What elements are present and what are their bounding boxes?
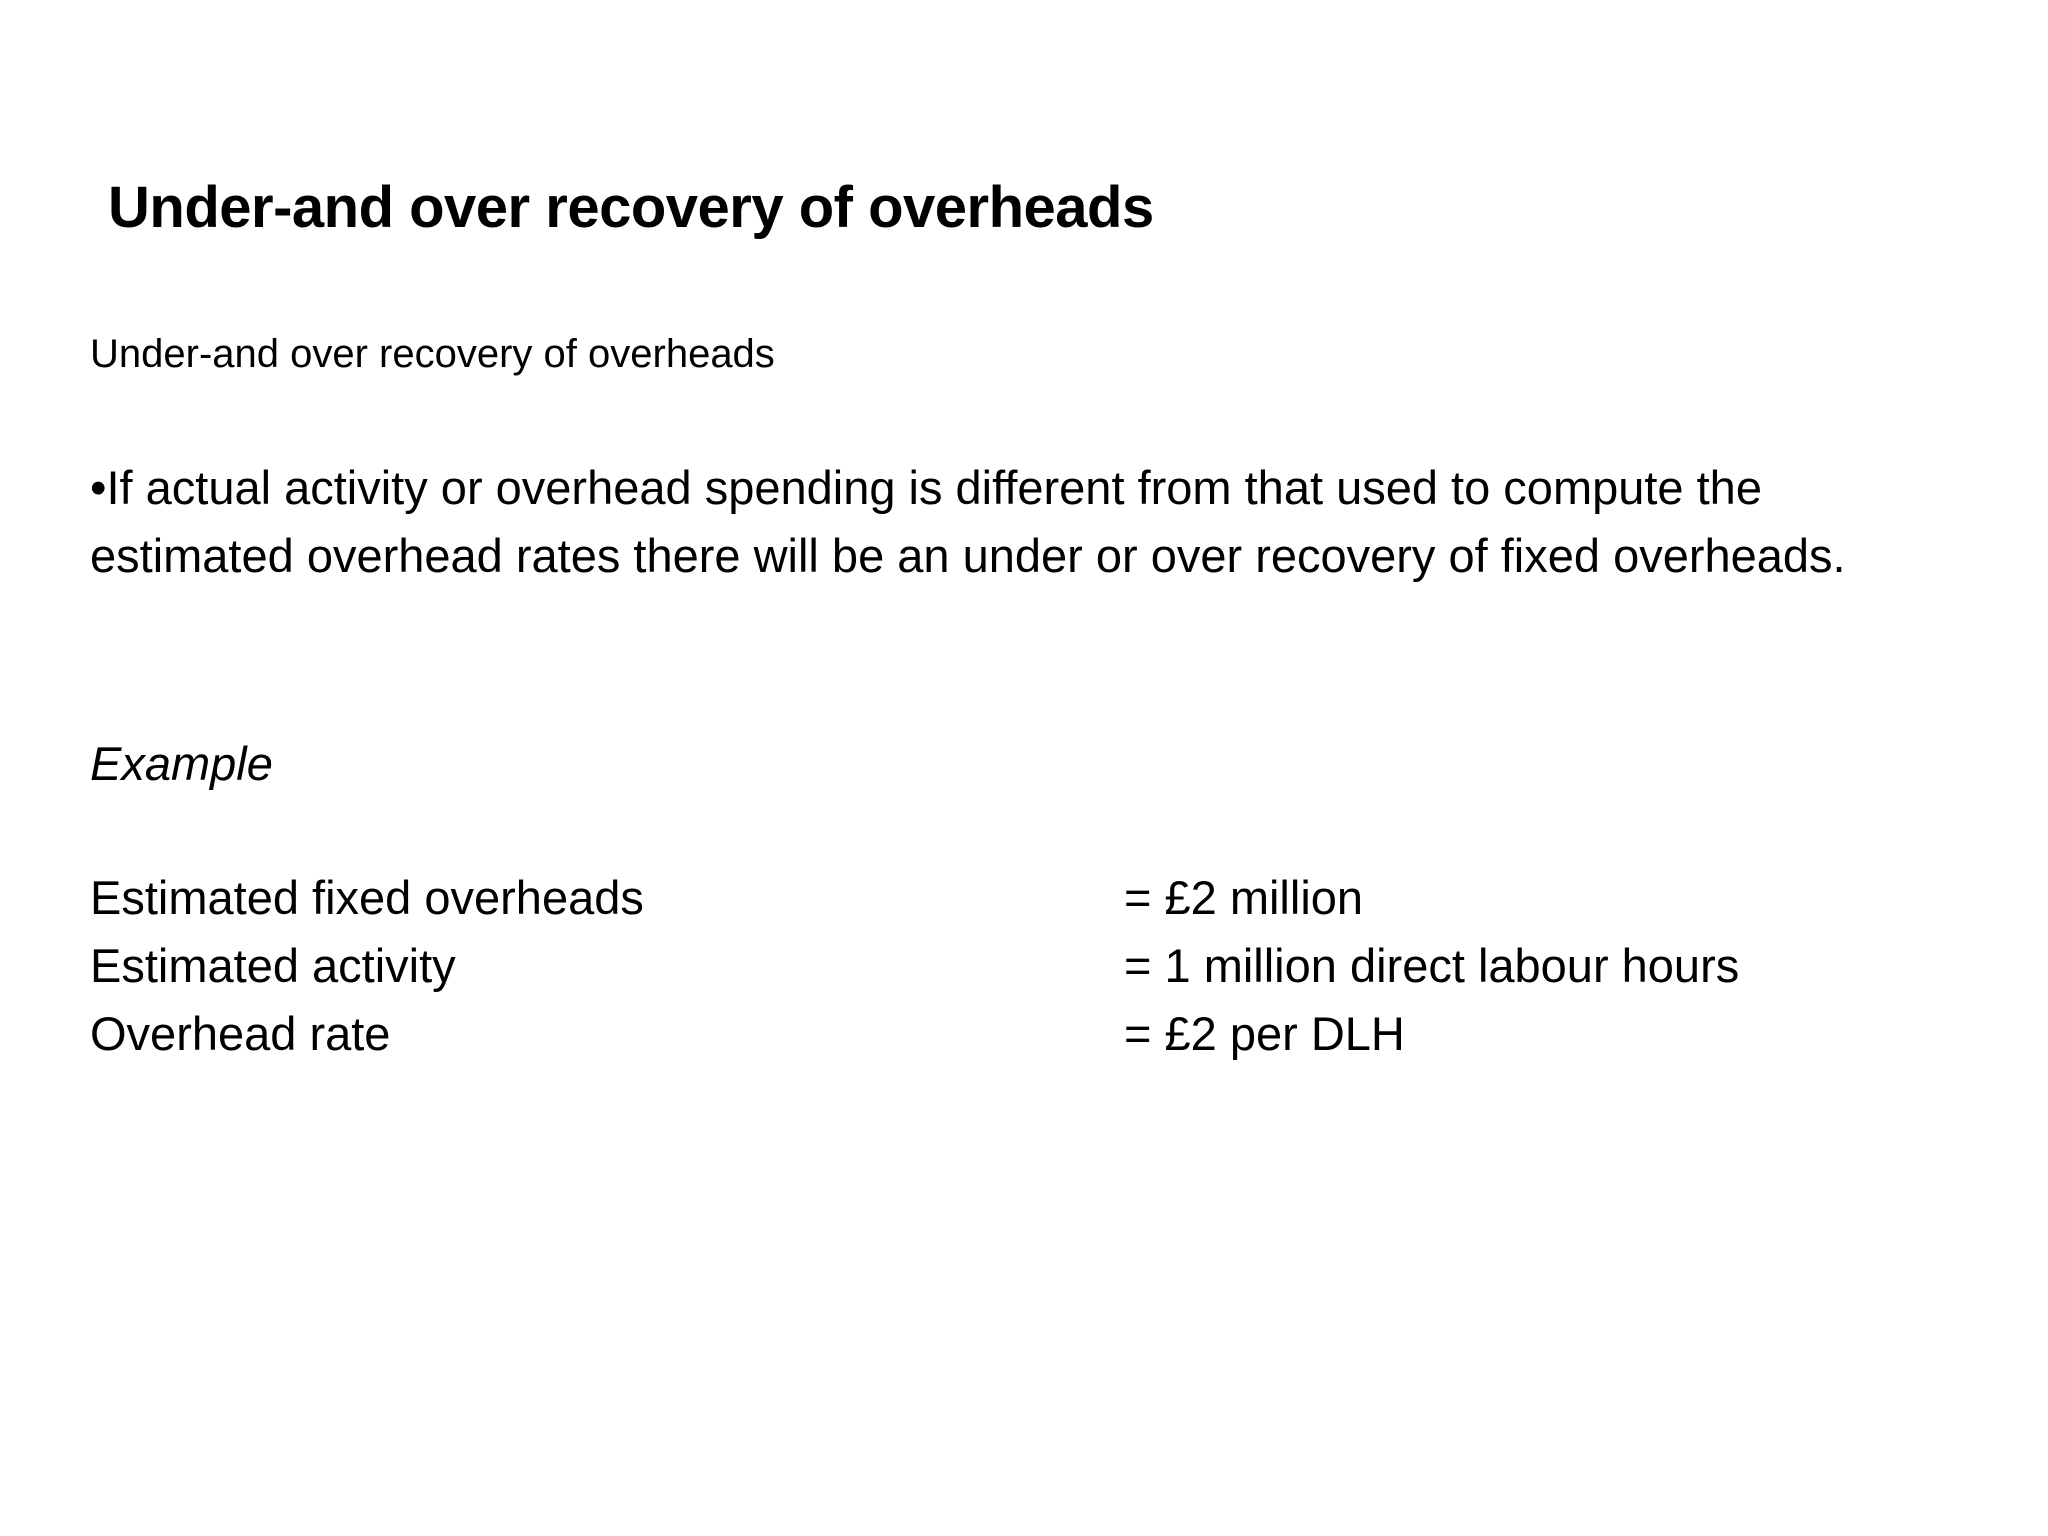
row-label: Overhead rate <box>90 1007 391 1060</box>
slide-title: Under-and over recovery of overheads <box>108 175 1154 240</box>
example-row-fixed-overheads <box>90 864 1970 932</box>
row-label: Estimated fixed overheads <box>90 871 644 924</box>
example-table <box>90 864 1970 1068</box>
row-value: = £2 million <box>1124 871 1364 924</box>
row-value: = 1 million direct labour hours <box>1124 939 1740 992</box>
bullet-paragraph: •If actual activity or overhead spending is different from that used to compute the estimated overhead rates there will be an under or over recovery of fixed overheads. <box>90 461 1846 582</box>
slide-subtitle: Under-and over recovery of overheads <box>90 332 775 376</box>
row-value: = £2 per DLH <box>1124 1007 1405 1060</box>
row-label: Estimated activity <box>90 939 456 992</box>
example-row-overhead-rate <box>90 1000 1970 1068</box>
example-row-activity <box>90 932 1970 1000</box>
example-label: Example <box>90 737 273 790</box>
